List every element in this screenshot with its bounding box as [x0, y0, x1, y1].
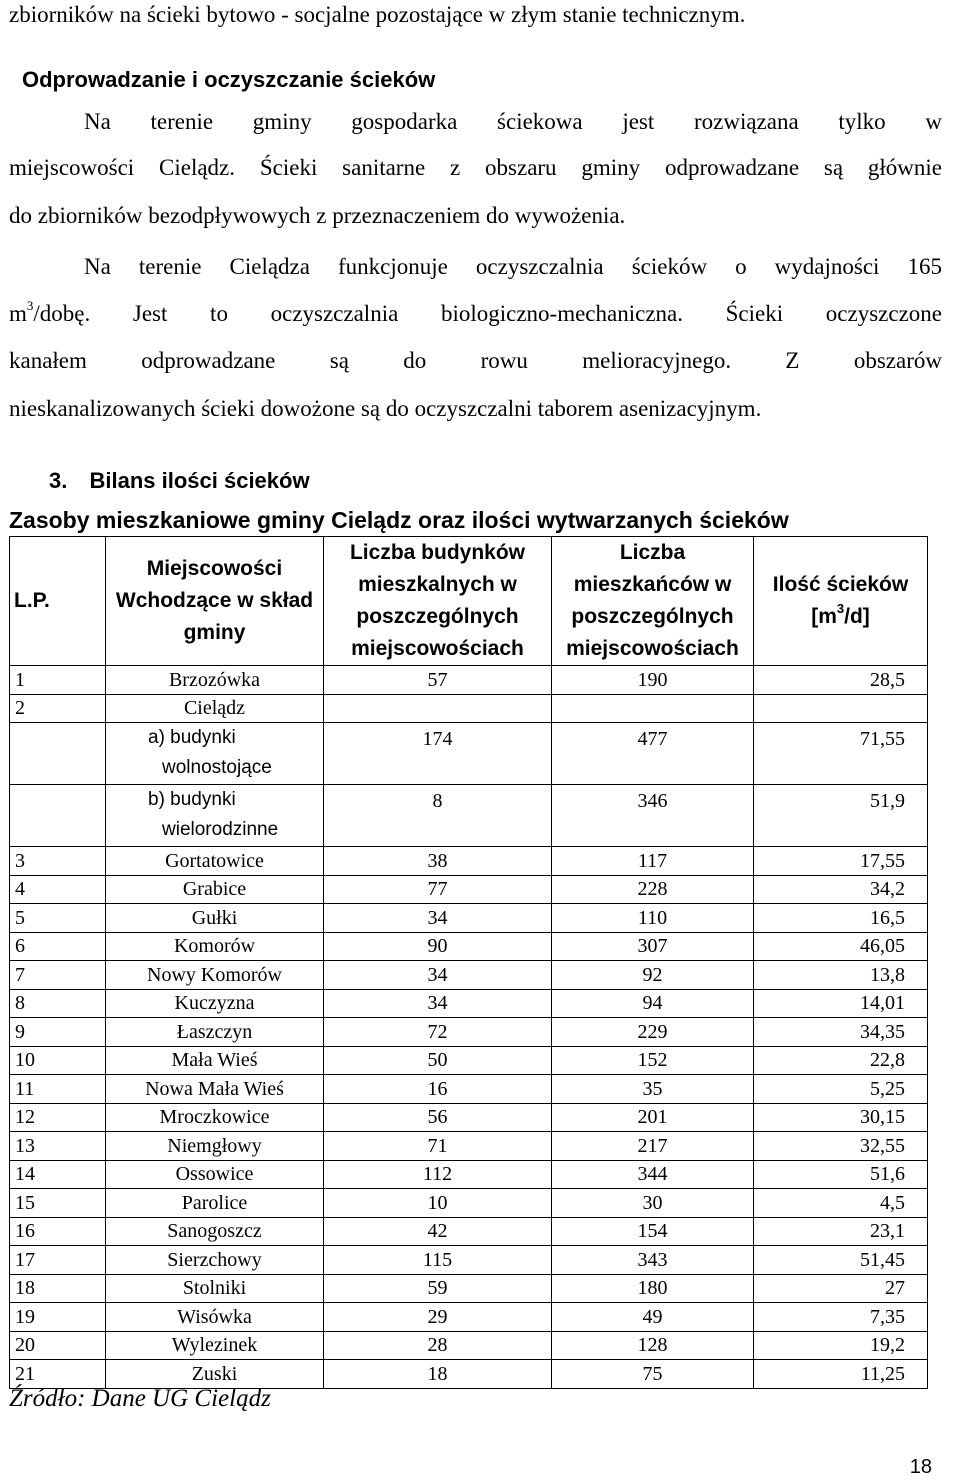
- cell-buildings: 16: [324, 1075, 552, 1104]
- cell-name-line-1: [106, 723, 323, 753]
- table-row: [10, 694, 928, 723]
- cell-name: Nowa Mała Wieś: [106, 1075, 324, 1104]
- cell-lp: 2: [10, 694, 106, 723]
- cell-residents: 346: [552, 785, 754, 847]
- cell-sewage: 27: [754, 1274, 928, 1303]
- header-place: Miejscowości Wchodzące w skład gminy: [106, 537, 324, 666]
- paragraph-2-line-4: nieskanalizowanych ścieki dowożone są do oczyszczalni taborem asenizacyjnym.: [9, 396, 762, 421]
- cell-lp: 11: [10, 1075, 106, 1104]
- cell-name: Wylezinek: [106, 1331, 324, 1360]
- paragraph-2-line-3: kanałem odprowadzane są do rowu melioracyjnego. Z obszarów: [9, 348, 942, 373]
- cell-lp: 15: [10, 1189, 106, 1218]
- cell-buildings: 112: [324, 1160, 552, 1189]
- cell-buildings: 10: [324, 1189, 552, 1218]
- cell-buildings: 42: [324, 1217, 552, 1246]
- table-row: [10, 723, 928, 785]
- unit-m: m: [9, 301, 27, 326]
- cell-lp: [10, 723, 106, 785]
- cell-sewage: 71,55: [754, 723, 928, 785]
- cell-sewage: 34,2: [754, 875, 928, 904]
- table-row: [10, 904, 928, 933]
- cell-lp: 20: [10, 1331, 106, 1360]
- cell-buildings: 71: [324, 1132, 552, 1161]
- cell-residents: 92: [552, 961, 754, 990]
- cell-sewage: 16,5: [754, 904, 928, 933]
- table-row: [10, 1246, 928, 1275]
- table-title: Zasoby mieszkaniowe gminy Cielądz oraz ilości wytwarzanych ścieków: [9, 507, 789, 533]
- cell-name: Grabice: [106, 875, 324, 904]
- cell-buildings: 34: [324, 989, 552, 1018]
- cell-residents: [552, 694, 754, 723]
- cell-buildings: 174: [324, 723, 552, 785]
- cell-sewage: 13,8: [754, 961, 928, 990]
- cell-name: Komorów: [106, 932, 324, 961]
- cell-residents: 110: [552, 904, 754, 933]
- cell-residents: 190: [552, 666, 754, 695]
- table-header-row: [10, 537, 928, 666]
- header-sewage: [754, 537, 928, 666]
- cell-name: Parolice: [106, 1189, 324, 1218]
- cell-residents: 477: [552, 723, 754, 785]
- cell-name: Gortatowice: [106, 847, 324, 876]
- cell-lp: 3: [10, 847, 106, 876]
- cell-residents: 344: [552, 1160, 754, 1189]
- paragraph-1-line-2: miejscowości Cielądz. Ścieki sanitarne z obszaru gminy odprowadzane są głównie: [9, 155, 942, 180]
- cell-buildings: 115: [324, 1246, 552, 1275]
- cell-residents: 180: [552, 1274, 754, 1303]
- table-row: [10, 1132, 928, 1161]
- cell-buildings: 18: [324, 1360, 552, 1389]
- cell-sewage: 28,5: [754, 666, 928, 695]
- cell-lp: 12: [10, 1103, 106, 1132]
- cell-lp: 7: [10, 961, 106, 990]
- paragraph-2-line-2-text: /dobę. Jest to oczyszczalnia biologiczno-mechaniczna. Ścieki oczyszczone: [33, 301, 942, 326]
- body-text-line-0: zbiorników na ścieki bytowo - socjalne pozostające w złym stanie technicznym.: [9, 2, 746, 27]
- cell-sewage: 19,2: [754, 1331, 928, 1360]
- cell-residents: 152: [552, 1046, 754, 1075]
- cell-lp: 14: [10, 1160, 106, 1189]
- table-row: [10, 666, 928, 695]
- cell-residents: 217: [552, 1132, 754, 1161]
- cell-name-line-2: [106, 753, 323, 783]
- table-row: [10, 1189, 928, 1218]
- sewage-table: [9, 536, 928, 1389]
- cell-lp: [10, 785, 106, 847]
- cell-residents: 94: [552, 989, 754, 1018]
- source-note: Źródło: Dane UG Cielądz: [9, 1385, 271, 1412]
- table-row: [10, 1018, 928, 1047]
- cell-name: Stolniki: [106, 1274, 324, 1303]
- table-row: [10, 932, 928, 961]
- cell-residents: 154: [552, 1217, 754, 1246]
- cell-lp: 6: [10, 932, 106, 961]
- subname-a: a) budynki: [148, 727, 236, 748]
- cell-name: Wisówka: [106, 1303, 324, 1332]
- cell-name: Gułki: [106, 904, 324, 933]
- table-row: [10, 875, 928, 904]
- cell-residents: 128: [552, 1331, 754, 1360]
- cell-residents: 30: [552, 1189, 754, 1218]
- cell-sewage: 11,25: [754, 1360, 928, 1389]
- cell-buildings: 34: [324, 961, 552, 990]
- cell-lp: 21: [10, 1360, 106, 1389]
- header-lp: L.P.: [10, 537, 106, 666]
- cell-lp: 17: [10, 1246, 106, 1275]
- cell-sewage: 17,55: [754, 847, 928, 876]
- cell-residents: 229: [552, 1018, 754, 1047]
- table-row: [10, 1274, 928, 1303]
- table-row: [10, 847, 928, 876]
- cell-name: Zuski: [106, 1360, 324, 1389]
- cell-lp: 10: [10, 1046, 106, 1075]
- cell-buildings: 28: [324, 1331, 552, 1360]
- table-row: [10, 961, 928, 990]
- subname-b: wielorodzinne: [162, 819, 279, 840]
- cell-residents: 307: [552, 932, 754, 961]
- cell-name: Niemgłowy: [106, 1132, 324, 1161]
- cell-residents: 75: [552, 1360, 754, 1389]
- header-sewage-text: Ilość ścieków [m: [772, 573, 909, 628]
- cell-lp: 8: [10, 989, 106, 1018]
- cell-sewage: 14,01: [754, 989, 928, 1018]
- cell-sewage: 51,45: [754, 1246, 928, 1275]
- table-row: [10, 989, 928, 1018]
- paragraph-1-line-3: do zbiorników bezodpływowych z przeznaczeniem do wywożenia.: [9, 203, 626, 228]
- paragraph-2-line-1: Na terenie Cielądza funkcjonuje oczyszczalnia ścieków o wydajności 165: [84, 254, 942, 279]
- header-buildings: Liczba budynków mieszkalnych w poszczególnych miejscowościach: [324, 537, 552, 666]
- cell-lp: 4: [10, 875, 106, 904]
- cell-name: Mała Wieś: [106, 1046, 324, 1075]
- cell-residents: 117: [552, 847, 754, 876]
- subname-a: b) budynki: [148, 789, 236, 810]
- cell-name: Łaszczyn: [106, 1018, 324, 1047]
- cell-residents: 343: [552, 1246, 754, 1275]
- cell-sewage: [754, 694, 928, 723]
- cell-sewage: 51,9: [754, 785, 928, 847]
- cell-buildings: 57: [324, 666, 552, 695]
- cell-lp: 9: [10, 1018, 106, 1047]
- section-heading: Odprowadzanie i oczyszczanie ścieków: [22, 67, 436, 92]
- cell-name-line-1: [106, 785, 323, 815]
- cell-buildings: 77: [324, 875, 552, 904]
- cell-name: Sanogoszcz: [106, 1217, 324, 1246]
- table-row: [10, 1160, 928, 1189]
- cell-buildings: 59: [324, 1274, 552, 1303]
- cell-name: Kuczyzna: [106, 989, 324, 1018]
- cell-sewage: 23,1: [754, 1217, 928, 1246]
- paragraph-2-line-2: [9, 299, 942, 329]
- heading-3: [49, 466, 310, 496]
- cell-sewage: 30,15: [754, 1103, 928, 1132]
- cell-name: Mroczkowice: [106, 1103, 324, 1132]
- cell-buildings: 90: [324, 932, 552, 961]
- cell-residents: 228: [552, 875, 754, 904]
- cell-sewage: 46,05: [754, 932, 928, 961]
- header-sewage-unit: /d]: [844, 605, 870, 628]
- cell-name: Nowy Komorów: [106, 961, 324, 990]
- cell-buildings: 8: [324, 785, 552, 847]
- table-row: [10, 1331, 928, 1360]
- cell-buildings: 56: [324, 1103, 552, 1132]
- cell-sewage: 22,8: [754, 1046, 928, 1075]
- cell-lp: 18: [10, 1274, 106, 1303]
- table-row: [10, 1075, 928, 1104]
- cell-name: Cielądz: [106, 694, 324, 723]
- cell-lp: 16: [10, 1217, 106, 1246]
- cell-lp: 5: [10, 904, 106, 933]
- cell-name: Ossowice: [106, 1160, 324, 1189]
- cell-lp: 19: [10, 1303, 106, 1332]
- cell-buildings: 50: [324, 1046, 552, 1075]
- cell-lp: 13: [10, 1132, 106, 1161]
- table-row: [10, 1103, 928, 1132]
- cell-sewage: 51,6: [754, 1160, 928, 1189]
- header-sewage-superscript: 3: [836, 601, 845, 616]
- table-row: [10, 1217, 928, 1246]
- cell-residents: 49: [552, 1303, 754, 1332]
- cell-name-line-2: [106, 815, 323, 845]
- heading-3-number: 3.: [49, 468, 68, 493]
- cell-residents: 201: [552, 1103, 754, 1132]
- cell-name: [106, 723, 324, 785]
- cell-buildings: 34: [324, 904, 552, 933]
- cell-sewage: 34,35: [754, 1018, 928, 1047]
- cell-name: Brzozówka: [106, 666, 324, 695]
- cell-buildings: 72: [324, 1018, 552, 1047]
- cell-sewage: 7,35: [754, 1303, 928, 1332]
- cell-sewage: 5,25: [754, 1075, 928, 1104]
- table-row: [10, 785, 928, 847]
- cell-residents: 35: [552, 1075, 754, 1104]
- page-number: 18: [909, 1456, 932, 1478]
- unit-superscript: 3: [26, 298, 34, 314]
- cell-buildings: [324, 694, 552, 723]
- cell-lp: 1: [10, 666, 106, 695]
- cell-sewage: 4,5: [754, 1189, 928, 1218]
- cell-sewage: 32,55: [754, 1132, 928, 1161]
- cell-buildings: 38: [324, 847, 552, 876]
- heading-3-text: Bilans ilości ścieków: [89, 468, 310, 493]
- cell-name: Sierzchowy: [106, 1246, 324, 1275]
- paragraph-1-line-1: Na terenie gminy gospodarka ściekowa jest rozwiązana tylko w: [84, 109, 942, 134]
- header-residents: Liczba mieszkańców w poszczególnych miejscowościach: [552, 537, 754, 666]
- cell-buildings: 29: [324, 1303, 552, 1332]
- table-row: [10, 1303, 928, 1332]
- cell-name: [106, 785, 324, 847]
- table-row: [10, 1046, 928, 1075]
- subname-b: wolnostojące: [162, 757, 272, 778]
